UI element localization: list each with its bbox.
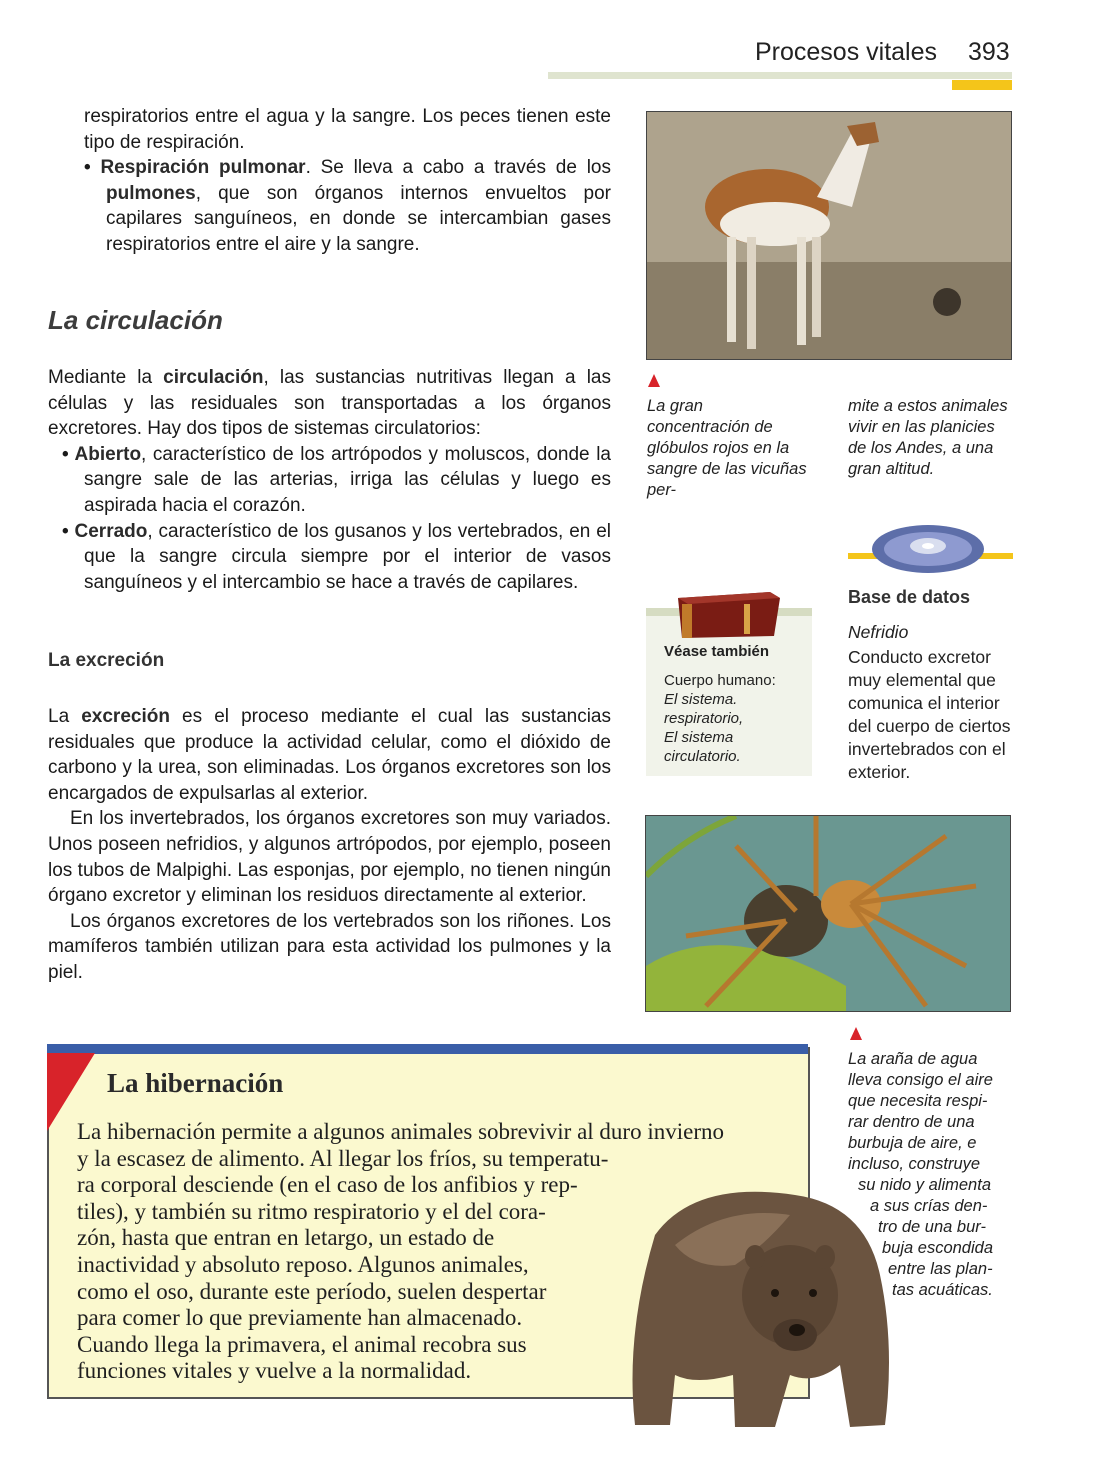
circulacion-block <box>48 365 611 595</box>
heading-circulacion: La circulación <box>48 305 223 335</box>
spider-caption-line: entre las plan- <box>888 1260 993 1278</box>
spider-caption-line: que necesita respi- <box>848 1092 988 1110</box>
hibernacion-line: para comer lo que previamente han almacenado. <box>77 1305 523 1331</box>
heading-excrecion: La excreción <box>48 650 165 671</box>
bullet-dot: • <box>62 520 75 542</box>
spider-caption-line: incluso, construye <box>848 1155 981 1173</box>
bear-illustration <box>615 1175 915 1435</box>
see-also-entry <box>664 671 776 766</box>
spider-caption-line: a sus crías den- <box>870 1197 988 1215</box>
caption-marker-icon <box>850 1027 862 1040</box>
hibernacion-line: y la escasez de alimento. Al llegar los fríos, su temperatu- <box>77 1145 609 1171</box>
spider-caption-line: tro de una bur- <box>878 1218 986 1236</box>
database-title: Base de datos <box>848 587 971 607</box>
caption-marker-icon <box>648 374 660 387</box>
bullet-dot: • <box>62 443 75 465</box>
cerrado-text: , característico de los gusanos y los vertebrados, en el que la sangre circula siempre por el interior de vasos sanguíneos y el intercambio se hace a través de capilares. <box>84 520 611 593</box>
kw-cerrado: Cerrado <box>74 520 148 542</box>
spider-caption-line: La araña de agua <box>848 1050 978 1068</box>
circ-text-b: , las sustancias nutritivas llegan a las células y las residuales son transportadas a los órganos excretores. Hay dos tipos de sistemas circulatorios: <box>48 367 611 440</box>
kw-excrecion: excreción <box>81 706 170 727</box>
kw-abierto: Abierto <box>74 443 142 465</box>
bullet-cerrado <box>48 519 611 596</box>
intro-block <box>84 104 611 258</box>
see-also-link[interactable]: respiratorio, <box>664 710 744 727</box>
spider-caption-line: tas acuáticas. <box>892 1281 993 1299</box>
hibernacion-line: ra corporal desciende (en el caso de los anfibios y rep- <box>77 1172 578 1198</box>
excrecion-paragraph-3: Los órganos excretores de los vertebrados son los riñones. Los mamíferos también utilizan para esta actividad los pulmones y la piel. <box>48 910 611 983</box>
spider-illustration <box>646 816 1010 1011</box>
spider-caption-line: su nido y alimenta <box>858 1176 991 1194</box>
database-definition: Conducto excretor muy elemental que comunica el interior del cuerpo de ciertos invertebrados con el exterior. <box>848 647 1011 782</box>
hibernacion-line: tiles), y también su ritmo respiratorio y el del cora- <box>77 1198 546 1224</box>
bullet-respiracion-pulmonar <box>84 155 611 257</box>
vicuna-caption-col2: mite a estos animales vivir en las planicies de los Andes, a una gran altitud. <box>848 397 1008 478</box>
see-also-link[interactable]: El sistema. <box>664 691 738 708</box>
see-also-link[interactable]: El sistema <box>664 729 734 746</box>
hibernacion-line: Cuando llega la primavera, el animal recobra sus <box>77 1331 527 1357</box>
book-icon <box>674 590 784 640</box>
spider-caption-line: burbuja de aire, e <box>848 1134 977 1152</box>
see-also-box <box>646 608 812 776</box>
database-term: Nefridio <box>848 622 909 642</box>
bullet-abierto <box>48 442 611 519</box>
hibernacion-top-bar <box>47 1044 808 1054</box>
page-number: 393 <box>968 38 1010 66</box>
hibernacion-line: como el oso, durante este período, suelen despertar <box>77 1278 547 1304</box>
kw-circulacion: circulación <box>163 367 264 388</box>
pulmonar-text-a: . Se lleva a cabo a través de los <box>305 157 611 179</box>
pulmonar-text-b: , que son órganos internos envueltos por capilares sanguíneos, en donde se intercambian gases respiratorios entre el aire y la sangre. <box>106 182 611 255</box>
excrecion-block <box>48 704 611 986</box>
spider-caption-line: buja escondida <box>882 1239 994 1257</box>
circulacion-paragraph <box>48 365 611 442</box>
spider-caption-line: lleva consigo el aire <box>848 1071 993 1089</box>
hibernacion-line: inactividad y absoluto reposo. Algunos animales, <box>77 1251 529 1277</box>
spider-caption-line: rar dentro de una <box>848 1113 975 1131</box>
abierto-text: , característico de los artrópodos y moluscos, donde la sangre sale de las arterias, irriga las células y luego es aspirada hacia el corazón. <box>84 443 611 516</box>
running-header-title: Procesos vitales <box>755 38 938 66</box>
excrecion-paragraph-2: En los invertebrados, los órganos excretores son muy variados. Unos poseen nefridios, y algunos artrópodos, por ejemplo, poseen los tubos de Malpighi. Las esponjas, por ejemplo, no tienen ningún órgano excretor y eliminan los residuos directamente al exterior. <box>48 808 611 907</box>
see-also-link[interactable]: circulatorio. <box>664 748 741 765</box>
vicuna-illustration <box>647 112 1011 359</box>
spider-photo <box>645 815 1011 1012</box>
kw-pulmones: pulmones <box>106 182 196 204</box>
excrecion-paragraph-1 <box>48 704 611 806</box>
vicuna-photo <box>646 111 1012 360</box>
hibernacion-title: La hibernación <box>107 1068 284 1098</box>
see-also-line: Cuerpo humano: <box>664 672 776 689</box>
intro-continuation: respiratorios entre el agua y la sangre. Los peces tienen este tipo de respiración. <box>84 106 611 153</box>
hibernacion-line: La hibernación permite a algunos animales sobrevivir al duro invierno <box>77 1119 724 1144</box>
hibernacion-line: funciones vitales y vuelve a la normalidad. <box>77 1358 472 1384</box>
exc-text-a: La <box>48 706 82 727</box>
header-accent-bar <box>952 80 1012 90</box>
hibernacion-line: zón, hasta que entran en letargo, un estado de <box>77 1225 495 1251</box>
vicuna-caption-col1: La gran concentración de glóbulos rojos en la sangre de las vicuñas per- <box>647 397 807 499</box>
cd-icon <box>868 522 988 576</box>
see-also-title: Véase también <box>664 643 770 660</box>
header-rule <box>548 72 1012 79</box>
bullet-dot: • <box>84 157 101 179</box>
exc-text-b: es el proceso mediante el cual las sustancias residuales que produce la actividad celular, como el dióxido de carbono y la urea, son eliminadas. Los órganos excretores son los encargados de expulsarlas al exterior. <box>48 706 611 804</box>
circ-text-a: Mediante la <box>48 367 164 388</box>
kw-respiracion-pulmonar: Respiración pulmonar <box>100 157 306 179</box>
